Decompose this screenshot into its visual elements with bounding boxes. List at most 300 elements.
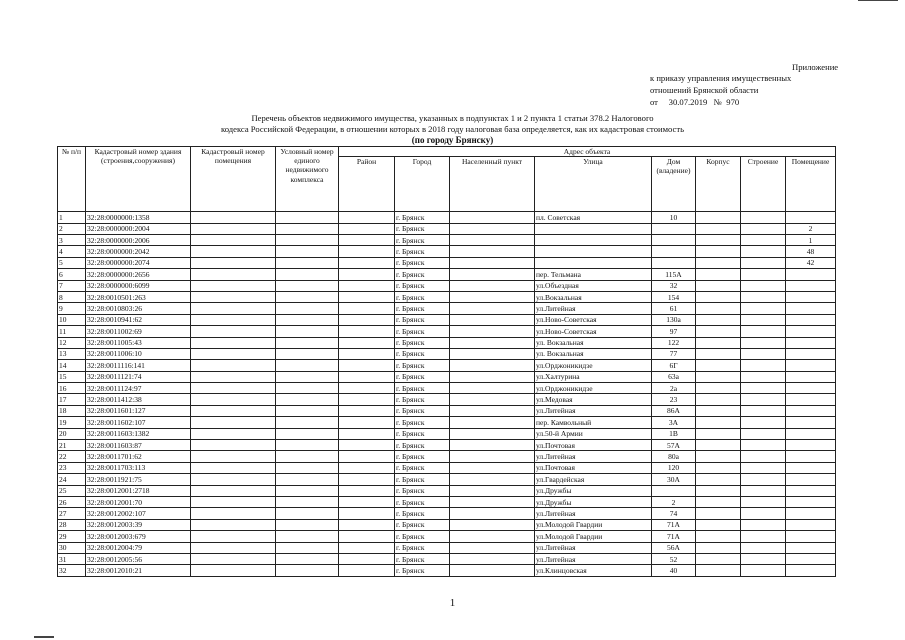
cell-street: пл. Советская: [535, 212, 652, 223]
cell-room: [786, 496, 836, 507]
table-row: [58, 485, 836, 496]
cell-room: 2: [786, 223, 836, 234]
cell-street: [535, 223, 652, 234]
cell-city: г. Брянск: [395, 280, 450, 291]
cell-district: [339, 326, 395, 337]
cell-num: 25: [58, 485, 86, 496]
cell-complex-number: [276, 212, 339, 223]
cell-korpus: [696, 371, 741, 382]
cell-cadastral-building: 32:28:0011703:113: [86, 462, 191, 473]
cell-locality: [450, 269, 535, 280]
cell-korpus: [696, 314, 741, 325]
cell-building: [741, 303, 786, 314]
cell-house: 6Г: [652, 360, 696, 371]
cell-street: ул.Гвардейская: [535, 474, 652, 485]
cell-room: [786, 485, 836, 496]
cell-city: г. Брянск: [395, 246, 450, 257]
cell-cadastral-room: [191, 405, 276, 416]
cell-street: ул.Литейная: [535, 451, 652, 462]
cell-num: 29: [58, 531, 86, 542]
cell-city: г. Брянск: [395, 348, 450, 359]
document-title-line2: кодекса Российской Федерации, в отношении которых в 2018 году налоговая база определяется, как их кадастровая стоимость: [220, 124, 685, 134]
cell-cadastral-building: 32:28:0000000:1358: [86, 212, 191, 223]
cell-street: пер. Камвольный: [535, 417, 652, 428]
cell-num: 9: [58, 303, 86, 314]
cell-house: 80а: [652, 451, 696, 462]
table-row: [58, 565, 836, 576]
cell-num: 13: [58, 348, 86, 359]
cell-cadastral-room: [191, 234, 276, 245]
cell-cadastral-building: 32:28:0011124:97: [86, 383, 191, 394]
cell-city: г. Брянск: [395, 314, 450, 325]
cell-building: [741, 417, 786, 428]
cell-building: [741, 326, 786, 337]
cell-house: 120: [652, 462, 696, 473]
cell-locality: [450, 246, 535, 257]
cell-cadastral-room: [191, 451, 276, 462]
cell-street: ул.Молодой Гвардии: [535, 531, 652, 542]
cell-street: ул.Орджоникидзе: [535, 360, 652, 371]
cell-cadastral-room: [191, 553, 276, 564]
cell-district: [339, 291, 395, 302]
cell-num: 8: [58, 291, 86, 302]
cell-building: [741, 348, 786, 359]
cell-cadastral-room: [191, 212, 276, 223]
cell-district: [339, 383, 395, 394]
cell-district: [339, 428, 395, 439]
cell-locality: [450, 531, 535, 542]
cell-city: г. Брянск: [395, 542, 450, 553]
cell-num: 26: [58, 496, 86, 507]
cell-district: [339, 371, 395, 382]
cell-cadastral-room: [191, 371, 276, 382]
cell-street: ул.Вокзальная: [535, 291, 652, 302]
cell-district: [339, 531, 395, 542]
header-locality: Населенный пункт: [450, 157, 535, 212]
cell-city: г. Брянск: [395, 234, 450, 245]
table-row: [58, 496, 836, 507]
cell-building: [741, 212, 786, 223]
cell-complex-number: [276, 553, 339, 564]
cell-complex-number: [276, 234, 339, 245]
cell-korpus: [696, 553, 741, 564]
cell-complex-number: [276, 269, 339, 280]
cell-room: [786, 326, 836, 337]
cell-cadastral-room: [191, 337, 276, 348]
cell-street: ул.Клинцовская: [535, 565, 652, 576]
cell-num: 22: [58, 451, 86, 462]
cell-building: [741, 360, 786, 371]
header-num: № п/п: [58, 147, 86, 212]
cell-cadastral-building: 32:28:0011412:38: [86, 394, 191, 405]
cell-num: 31: [58, 553, 86, 564]
cell-room: [786, 280, 836, 291]
cell-num: 15: [58, 371, 86, 382]
cell-cadastral-room: [191, 291, 276, 302]
cell-street: ул.Ново-Советская: [535, 326, 652, 337]
cell-locality: [450, 428, 535, 439]
cell-locality: [450, 519, 535, 530]
cell-city: г. Брянск: [395, 417, 450, 428]
cell-district: [339, 223, 395, 234]
cell-num: 4: [58, 246, 86, 257]
cell-building: [741, 291, 786, 302]
cell-cadastral-building: 32:28:0012004:79: [86, 542, 191, 553]
cell-room: [786, 451, 836, 462]
cell-cadastral-building: 32:28:0011005:43: [86, 337, 191, 348]
cell-num: 1: [58, 212, 86, 223]
table-row: [58, 246, 836, 257]
cell-num: 16: [58, 383, 86, 394]
header-building: Строение: [741, 157, 786, 212]
cell-room: [786, 303, 836, 314]
cell-cadastral-room: [191, 257, 276, 268]
cell-complex-number: [276, 371, 339, 382]
cell-district: [339, 496, 395, 507]
cell-house: [652, 257, 696, 268]
cell-complex-number: [276, 360, 339, 371]
cell-district: [339, 314, 395, 325]
cell-cadastral-building: 32:28:0000000:2004: [86, 223, 191, 234]
table-body: [58, 212, 836, 577]
cell-cadastral-building: 32:28:0012001:2718: [86, 485, 191, 496]
cell-street: пер. Тельмана: [535, 269, 652, 280]
cell-room: [786, 383, 836, 394]
cell-locality: [450, 474, 535, 485]
table-row: [58, 451, 836, 462]
cell-locality: [450, 451, 535, 462]
cell-cadastral-building: 32:28:0011701:62: [86, 451, 191, 462]
cell-city: г. Брянск: [395, 405, 450, 416]
cell-district: [339, 462, 395, 473]
cell-num: 12: [58, 337, 86, 348]
cell-cadastral-room: [191, 383, 276, 394]
cell-cadastral-building: 32:28:0012010:21: [86, 565, 191, 576]
cell-korpus: [696, 223, 741, 234]
header-complex-number: Условный номер единого недвижимого комплекса: [276, 147, 339, 212]
header-room: Помещение: [786, 157, 836, 212]
cell-complex-number: [276, 257, 339, 268]
cell-district: [339, 257, 395, 268]
cell-korpus: [696, 246, 741, 257]
cell-complex-number: [276, 531, 339, 542]
cell-room: [786, 405, 836, 416]
cell-cadastral-building: 32:28:0012003:679: [86, 531, 191, 542]
cell-cadastral-room: [191, 246, 276, 257]
header-cadastral-building: Кадастровый номер здания (строения,сооружения): [86, 147, 191, 212]
cell-locality: [450, 212, 535, 223]
header-district: Район: [339, 157, 395, 212]
cell-room: [786, 565, 836, 576]
cell-house: 56А: [652, 542, 696, 553]
cell-num: 10: [58, 314, 86, 325]
table-row: [58, 257, 836, 268]
cell-cadastral-room: [191, 542, 276, 553]
cell-num: 2: [58, 223, 86, 234]
cell-district: [339, 234, 395, 245]
cell-korpus: [696, 451, 741, 462]
cell-building: [741, 314, 786, 325]
cell-complex-number: [276, 508, 339, 519]
appendix-title: Приложение: [792, 62, 839, 72]
cell-street: ул.Молодой Гвардии: [535, 519, 652, 530]
cell-city: г. Брянск: [395, 462, 450, 473]
cell-num: 21: [58, 440, 86, 451]
cell-locality: [450, 440, 535, 451]
cell-korpus: [696, 405, 741, 416]
table-row: [58, 348, 836, 359]
table-row: [58, 212, 836, 223]
appendix-date-line: от 30.07.2019 № 970: [650, 97, 740, 107]
cell-locality: [450, 280, 535, 291]
property-table: [57, 146, 836, 577]
cell-locality: [450, 542, 535, 553]
cell-room: [786, 360, 836, 371]
cell-building: [741, 440, 786, 451]
cell-house: 2: [652, 496, 696, 507]
cell-room: [786, 428, 836, 439]
cell-house: 30А: [652, 474, 696, 485]
cell-complex-number: [276, 496, 339, 507]
cell-korpus: [696, 474, 741, 485]
cell-complex-number: [276, 542, 339, 553]
cell-room: [786, 337, 836, 348]
cell-complex-number: [276, 440, 339, 451]
cell-locality: [450, 508, 535, 519]
cell-building: [741, 269, 786, 280]
cell-street: [535, 257, 652, 268]
cell-city: г. Брянск: [395, 337, 450, 348]
cell-num: 20: [58, 428, 86, 439]
cell-complex-number: [276, 451, 339, 462]
cell-building: [741, 405, 786, 416]
cell-room: [786, 417, 836, 428]
table-row: [58, 223, 836, 234]
cell-house: 115А: [652, 269, 696, 280]
cell-district: [339, 360, 395, 371]
cell-locality: [450, 234, 535, 245]
table-row: [58, 360, 836, 371]
cell-cadastral-room: [191, 303, 276, 314]
table-row: [58, 542, 836, 553]
cell-room: [786, 553, 836, 564]
cell-city: г. Брянск: [395, 257, 450, 268]
cell-building: [741, 337, 786, 348]
cell-city: г. Брянск: [395, 440, 450, 451]
cell-korpus: [696, 348, 741, 359]
cell-city: г. Брянск: [395, 303, 450, 314]
cell-building: [741, 223, 786, 234]
cell-complex-number: [276, 417, 339, 428]
cell-street: [535, 234, 652, 245]
cell-num: 5: [58, 257, 86, 268]
cell-num: 30: [58, 542, 86, 553]
cell-cadastral-building: 32:28:0012001:70: [86, 496, 191, 507]
table-row: [58, 519, 836, 530]
cell-complex-number: [276, 280, 339, 291]
header-house: Дом (владение): [652, 157, 696, 212]
cell-building: [741, 462, 786, 473]
cell-house: 61: [652, 303, 696, 314]
cell-cadastral-room: [191, 223, 276, 234]
cell-cadastral-building: 32:28:0010941:62: [86, 314, 191, 325]
cell-num: 27: [58, 508, 86, 519]
cell-cadastral-room: [191, 360, 276, 371]
cell-cadastral-room: [191, 326, 276, 337]
cell-city: г. Брянск: [395, 553, 450, 564]
cell-cadastral-building: 32:28:0011603:1382: [86, 428, 191, 439]
cell-city: г. Брянск: [395, 508, 450, 519]
cell-district: [339, 565, 395, 576]
cell-street: ул.Медовая: [535, 394, 652, 405]
cell-district: [339, 269, 395, 280]
cell-house: [652, 223, 696, 234]
cell-building: [741, 371, 786, 382]
cell-korpus: [696, 462, 741, 473]
cell-room: [786, 542, 836, 553]
cell-city: г. Брянск: [395, 428, 450, 439]
cell-complex-number: [276, 462, 339, 473]
cell-street: ул.Литейная: [535, 303, 652, 314]
header-cadastral-room: Кадастровый номер помещения: [191, 147, 276, 212]
cell-complex-number: [276, 405, 339, 416]
cell-district: [339, 508, 395, 519]
cell-house: 86А: [652, 405, 696, 416]
cell-district: [339, 405, 395, 416]
cell-cadastral-building: 32:28:0011002:69: [86, 326, 191, 337]
cell-complex-number: [276, 223, 339, 234]
cell-building: [741, 485, 786, 496]
cell-house: [652, 246, 696, 257]
cell-building: [741, 280, 786, 291]
cell-house: 71А: [652, 519, 696, 530]
cell-street: ул.Литейная: [535, 553, 652, 564]
cell-num: 24: [58, 474, 86, 485]
cell-cadastral-room: [191, 417, 276, 428]
cell-city: г. Брянск: [395, 565, 450, 576]
cell-house: [652, 485, 696, 496]
cell-city: г. Брянск: [395, 451, 450, 462]
cell-street: ул.Халтурина: [535, 371, 652, 382]
table-row: [58, 371, 836, 382]
cell-cadastral-room: [191, 428, 276, 439]
cell-complex-number: [276, 394, 339, 405]
cell-locality: [450, 417, 535, 428]
cell-district: [339, 417, 395, 428]
cell-num: 6: [58, 269, 86, 280]
cell-num: 7: [58, 280, 86, 291]
cell-building: [741, 508, 786, 519]
cell-num: 32: [58, 565, 86, 576]
cell-korpus: [696, 542, 741, 553]
cell-korpus: [696, 531, 741, 542]
cell-num: 18: [58, 405, 86, 416]
document-title-city: (по городу Брянску): [411, 135, 494, 145]
cell-locality: [450, 326, 535, 337]
table-row: [58, 508, 836, 519]
cell-house: 3А: [652, 417, 696, 428]
cell-house: 52: [652, 553, 696, 564]
cell-street: ул.Объездная: [535, 280, 652, 291]
cell-building: [741, 474, 786, 485]
cell-korpus: [696, 485, 741, 496]
cell-house: 63а: [652, 371, 696, 382]
cell-city: г. Брянск: [395, 269, 450, 280]
cell-cadastral-room: [191, 394, 276, 405]
cell-cadastral-building: 32:28:0011601:127: [86, 405, 191, 416]
cell-room: [786, 440, 836, 451]
cell-complex-number: [276, 337, 339, 348]
cell-cadastral-room: [191, 314, 276, 325]
cell-locality: [450, 303, 535, 314]
cell-complex-number: [276, 428, 339, 439]
cell-district: [339, 337, 395, 348]
header-address-group: Адрес объекта: [339, 147, 836, 157]
cell-building: [741, 394, 786, 405]
cell-district: [339, 212, 395, 223]
cell-house: 10: [652, 212, 696, 223]
cell-num: 14: [58, 360, 86, 371]
cell-room: [786, 212, 836, 223]
cell-room: 1: [786, 234, 836, 245]
cell-city: г. Брянск: [395, 212, 450, 223]
cell-locality: [450, 383, 535, 394]
cell-locality: [450, 314, 535, 325]
cell-cadastral-room: [191, 269, 276, 280]
cell-house: 74: [652, 508, 696, 519]
cell-district: [339, 474, 395, 485]
cell-complex-number: [276, 291, 339, 302]
cell-building: [741, 428, 786, 439]
cell-street: [535, 246, 652, 257]
cell-locality: [450, 496, 535, 507]
cell-building: [741, 257, 786, 268]
table-row: [58, 303, 836, 314]
cell-num: 17: [58, 394, 86, 405]
cell-room: 48: [786, 246, 836, 257]
cell-cadastral-building: 32:28:0011603:87: [86, 440, 191, 451]
cell-complex-number: [276, 314, 339, 325]
cell-korpus: [696, 394, 741, 405]
cell-num: 23: [58, 462, 86, 473]
cell-korpus: [696, 508, 741, 519]
scan-artifact-bottom: [34, 636, 54, 638]
cell-city: г. Брянск: [395, 326, 450, 337]
cell-cadastral-building: 32:28:0000000:2006: [86, 234, 191, 245]
cell-cadastral-room: [191, 348, 276, 359]
cell-room: [786, 519, 836, 530]
cell-district: [339, 348, 395, 359]
cell-cadastral-building: 32:28:0011006:10: [86, 348, 191, 359]
cell-complex-number: [276, 565, 339, 576]
table-row: [58, 234, 836, 245]
cell-building: [741, 234, 786, 245]
cell-house: 71А: [652, 531, 696, 542]
cell-korpus: [696, 519, 741, 530]
cell-num: 28: [58, 519, 86, 530]
cell-room: [786, 531, 836, 542]
cell-city: г. Брянск: [395, 485, 450, 496]
cell-district: [339, 451, 395, 462]
cell-cadastral-building: 32:28:0000000:2656: [86, 269, 191, 280]
table-row: [58, 474, 836, 485]
cell-district: [339, 303, 395, 314]
cell-cadastral-building: 32:28:0012005:56: [86, 553, 191, 564]
cell-korpus: [696, 417, 741, 428]
cell-cadastral-room: [191, 485, 276, 496]
cell-district: [339, 542, 395, 553]
cell-city: г. Брянск: [395, 474, 450, 485]
